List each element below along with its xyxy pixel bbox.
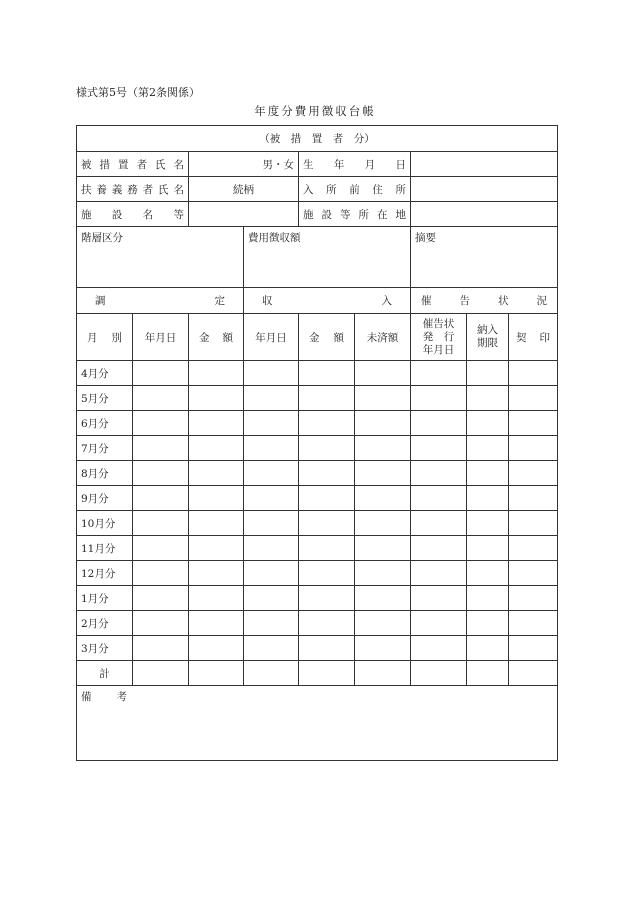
month-column-header bbox=[77, 314, 133, 361]
assessment-amount-header-char: 額 bbox=[222, 331, 233, 344]
facility-name-label-char: 名 bbox=[142, 208, 154, 221]
month-entry-cell[interactable] bbox=[355, 561, 411, 586]
month-entry-cell[interactable] bbox=[355, 611, 411, 636]
month-label: 8月分 bbox=[77, 461, 133, 486]
notice-group-char: 告 bbox=[459, 295, 471, 307]
facility-address-label-char: 在 bbox=[377, 208, 388, 221]
month-label: 12月分 bbox=[77, 561, 133, 586]
summary-cell[interactable]: 摘要 bbox=[411, 227, 558, 288]
remarks-cell[interactable] bbox=[77, 686, 558, 761]
month-entry-cell[interactable] bbox=[509, 636, 558, 661]
month-entry-cell[interactable] bbox=[299, 386, 355, 411]
total-cell[interactable] bbox=[467, 661, 509, 686]
guardian-name-label-char: 養 bbox=[96, 183, 107, 196]
insured-name-label-char: 者 bbox=[136, 158, 147, 171]
month-entry-cell[interactable] bbox=[133, 486, 189, 511]
month-entry-cell[interactable] bbox=[509, 386, 558, 411]
relation-field[interactable]: 続柄 bbox=[189, 177, 299, 202]
remarks-row bbox=[77, 686, 558, 761]
month-label: 9月分 bbox=[77, 486, 133, 511]
month-entry-cell[interactable] bbox=[299, 411, 355, 436]
month-entry-cell[interactable] bbox=[411, 586, 467, 611]
month-entry-cell[interactable] bbox=[299, 536, 355, 561]
month-entry-cell[interactable] bbox=[189, 561, 244, 586]
month-entry-cell[interactable] bbox=[355, 386, 411, 411]
notice-group-header bbox=[411, 288, 558, 314]
month-entry-cell[interactable] bbox=[244, 536, 299, 561]
notice-issue-header-line: 発 行 bbox=[422, 330, 455, 343]
total-cell[interactable] bbox=[244, 661, 299, 686]
month-entry-cell[interactable] bbox=[355, 361, 411, 386]
month-entry-cell[interactable] bbox=[133, 586, 189, 611]
birthdate-label-char: 月 bbox=[364, 158, 376, 171]
month-entry-cell[interactable] bbox=[509, 436, 558, 461]
seal-header bbox=[509, 314, 558, 361]
previous-address-label-char: 入 bbox=[303, 183, 314, 196]
month-row bbox=[77, 636, 558, 661]
notice-group-char: 況 bbox=[536, 295, 548, 307]
birthdate-label-char: 年 bbox=[333, 158, 345, 171]
month-entry-cell[interactable] bbox=[467, 536, 509, 561]
insured-name-label-char: 名 bbox=[173, 158, 184, 171]
form-number-label: 様式第5号（第2条関係） bbox=[76, 86, 200, 99]
month-entry-cell[interactable] bbox=[509, 461, 558, 486]
insured-name-label-char: 被 bbox=[81, 158, 92, 171]
month-entry-cell[interactable] bbox=[299, 361, 355, 386]
guardian-name-label bbox=[77, 177, 189, 202]
month-row bbox=[77, 586, 558, 611]
month-entry-cell[interactable] bbox=[411, 536, 467, 561]
section-header: （被 措 置 者 分） bbox=[77, 126, 558, 152]
month-entry-cell[interactable] bbox=[189, 586, 244, 611]
month-entry-cell[interactable] bbox=[355, 586, 411, 611]
month-entry-cell[interactable] bbox=[509, 361, 558, 386]
seal-header-char: 契 bbox=[516, 331, 527, 344]
notice-issue-header-line: 催告状 bbox=[422, 317, 455, 330]
assessment-date-header: 年月日 bbox=[133, 314, 189, 361]
month-entry-cell[interactable] bbox=[299, 436, 355, 461]
month-entry-cell[interactable] bbox=[244, 436, 299, 461]
month-entry-cell[interactable] bbox=[467, 636, 509, 661]
month-entry-cell[interactable] bbox=[411, 361, 467, 386]
facility-name-label-char: 設 bbox=[111, 208, 123, 221]
month-row bbox=[77, 486, 558, 511]
month-entry-cell[interactable] bbox=[189, 536, 244, 561]
notice-issue-header-line: 年月日 bbox=[422, 343, 455, 356]
month-row bbox=[77, 361, 558, 386]
month-entry-cell[interactable] bbox=[133, 611, 189, 636]
previous-address-field[interactable] bbox=[411, 177, 558, 202]
month-label: 10月分 bbox=[77, 511, 133, 536]
month-entry-cell[interactable] bbox=[299, 586, 355, 611]
fee-amount-cell[interactable]: 費用徴収額 bbox=[244, 227, 411, 288]
month-entry-cell[interactable] bbox=[411, 436, 467, 461]
month-entry-cell[interactable] bbox=[244, 461, 299, 486]
facility-name-label-char: 施 bbox=[81, 208, 92, 221]
previous-address-label-char: 所 bbox=[326, 183, 337, 196]
deadline-header-line: 納入 bbox=[477, 324, 498, 336]
month-entry-cell[interactable] bbox=[411, 561, 467, 586]
month-entry-cell[interactable] bbox=[133, 536, 189, 561]
month-entry-cell[interactable] bbox=[244, 511, 299, 536]
month-entry-cell[interactable] bbox=[509, 611, 558, 636]
month-entry-cell[interactable] bbox=[299, 461, 355, 486]
insured-name-label-char: 措 bbox=[99, 158, 110, 171]
month-row bbox=[77, 561, 558, 586]
month-label: 5月分 bbox=[77, 386, 133, 411]
section-header-row bbox=[77, 126, 558, 152]
remarks-label-char: 考 bbox=[116, 691, 127, 703]
month-entry-cell[interactable] bbox=[244, 561, 299, 586]
month-entry-cell[interactable] bbox=[411, 611, 467, 636]
month-row bbox=[77, 611, 558, 636]
assessment-amount-header-char: 金 bbox=[199, 331, 210, 344]
income-tier-cell[interactable]: 階層区分 bbox=[77, 227, 244, 288]
month-entry-cell[interactable] bbox=[133, 386, 189, 411]
month-entry-cell[interactable] bbox=[467, 411, 509, 436]
month-entry-cell[interactable] bbox=[133, 561, 189, 586]
notice-group-char: 状 bbox=[498, 295, 509, 307]
month-entry-cell[interactable] bbox=[189, 636, 244, 661]
month-entry-cell[interactable] bbox=[467, 386, 509, 411]
month-label: 4月分 bbox=[77, 361, 133, 386]
month-entry-cell[interactable] bbox=[467, 586, 509, 611]
month-entry-cell[interactable] bbox=[355, 636, 411, 661]
month-entry-cell[interactable] bbox=[244, 486, 299, 511]
birthdate-label-char: 日 bbox=[395, 158, 406, 171]
facility-address-label-char: 設 bbox=[321, 208, 332, 221]
month-entry-cell[interactable] bbox=[355, 511, 411, 536]
facility-address-label-char: 等 bbox=[340, 208, 351, 221]
seal-header-char: 印 bbox=[539, 331, 551, 344]
month-entry-cell[interactable] bbox=[467, 461, 509, 486]
month-entry-cell[interactable] bbox=[244, 636, 299, 661]
receipt-amount-header-char: 額 bbox=[333, 331, 344, 344]
month-entry-cell[interactable] bbox=[133, 636, 189, 661]
facility-name-field[interactable] bbox=[189, 202, 299, 227]
group-header-row bbox=[77, 288, 558, 314]
receipt-group-char: 入 bbox=[381, 295, 392, 307]
month-entry-cell[interactable] bbox=[133, 436, 189, 461]
gender-field[interactable]: 男・女 bbox=[189, 152, 299, 177]
guardian-name-label-char: 者 bbox=[142, 183, 154, 196]
month-row bbox=[77, 536, 558, 561]
month-entry-cell[interactable] bbox=[299, 561, 355, 586]
payment-deadline-header bbox=[467, 314, 509, 361]
month-entry-cell[interactable] bbox=[509, 511, 558, 536]
total-cell[interactable] bbox=[411, 661, 467, 686]
month-label: 11月分 bbox=[77, 536, 133, 561]
month-header-char: 月 bbox=[87, 331, 98, 344]
month-entry-cell[interactable] bbox=[411, 411, 467, 436]
month-entry-cell[interactable] bbox=[467, 511, 509, 536]
month-entry-cell[interactable] bbox=[411, 511, 467, 536]
month-label: 2月分 bbox=[77, 611, 133, 636]
month-entry-cell[interactable] bbox=[411, 386, 467, 411]
month-entry-cell[interactable] bbox=[299, 611, 355, 636]
month-entry-cell[interactable] bbox=[189, 386, 244, 411]
info-row-facility bbox=[77, 202, 558, 227]
guardian-name-label-char: 義 bbox=[111, 183, 123, 196]
fee-ledger-table bbox=[76, 125, 558, 761]
facility-address-label bbox=[299, 202, 411, 227]
insured-name-label-char: 置 bbox=[118, 158, 129, 171]
birthdate-field[interactable] bbox=[411, 152, 558, 177]
month-entry-cell[interactable] bbox=[411, 486, 467, 511]
month-entry-cell[interactable] bbox=[509, 486, 558, 511]
tier-row bbox=[77, 227, 558, 288]
total-cell[interactable] bbox=[189, 661, 244, 686]
month-entry-cell[interactable] bbox=[133, 511, 189, 536]
birthdate-label bbox=[299, 152, 411, 177]
info-row-guardian bbox=[77, 177, 558, 202]
birthdate-label-char: 生 bbox=[303, 158, 314, 171]
month-entry-cell[interactable] bbox=[509, 586, 558, 611]
month-entry-cell[interactable] bbox=[189, 411, 244, 436]
month-entry-cell[interactable] bbox=[189, 361, 244, 386]
month-entry-cell[interactable] bbox=[411, 461, 467, 486]
month-entry-cell[interactable] bbox=[355, 461, 411, 486]
month-entry-cell[interactable] bbox=[355, 411, 411, 436]
month-entry-cell[interactable] bbox=[355, 436, 411, 461]
total-cell[interactable] bbox=[133, 661, 189, 686]
month-row bbox=[77, 436, 558, 461]
month-label: 1月分 bbox=[77, 586, 133, 611]
month-entry-cell[interactable] bbox=[467, 361, 509, 386]
month-entry-cell[interactable] bbox=[509, 561, 558, 586]
month-entry-cell[interactable] bbox=[299, 636, 355, 661]
assessment-group-char: 定 bbox=[214, 295, 225, 307]
deadline-header-line: 期限 bbox=[477, 337, 498, 349]
month-entry-cell[interactable] bbox=[244, 386, 299, 411]
guardian-name-label-char: 扶 bbox=[81, 183, 92, 196]
month-row bbox=[77, 386, 558, 411]
notice-issue-date-header bbox=[411, 314, 467, 361]
month-entry-cell[interactable] bbox=[467, 486, 509, 511]
facility-name-label-char: 等 bbox=[173, 208, 184, 221]
month-entry-cell[interactable] bbox=[244, 361, 299, 386]
month-entry-cell[interactable] bbox=[299, 486, 355, 511]
month-entry-cell[interactable] bbox=[244, 611, 299, 636]
insured-name-label bbox=[77, 152, 189, 177]
receipt-amount-header-char: 金 bbox=[309, 331, 320, 344]
month-label: 3月分 bbox=[77, 636, 133, 661]
month-label: 6月分 bbox=[77, 411, 133, 436]
month-entry-cell[interactable] bbox=[189, 511, 244, 536]
month-entry-cell[interactable] bbox=[189, 436, 244, 461]
receipt-group-header bbox=[244, 288, 411, 314]
month-row bbox=[77, 461, 558, 486]
assessment-amount-header bbox=[189, 314, 244, 361]
guardian-name-label-char: 氏 bbox=[158, 183, 169, 196]
month-entry-cell[interactable] bbox=[133, 461, 189, 486]
month-entry-cell[interactable] bbox=[189, 461, 244, 486]
notice-group-char: 催 bbox=[421, 295, 432, 307]
remarks-label-char: 備 bbox=[81, 691, 92, 703]
month-entry-cell[interactable] bbox=[467, 561, 509, 586]
column-header-row bbox=[77, 314, 558, 361]
facility-address-field[interactable] bbox=[411, 202, 558, 227]
month-row bbox=[77, 511, 558, 536]
total-cell[interactable] bbox=[355, 661, 411, 686]
month-row bbox=[77, 411, 558, 436]
total-cell[interactable] bbox=[299, 661, 355, 686]
receipt-amount-header bbox=[299, 314, 355, 361]
receipt-date-header: 年月日 bbox=[244, 314, 299, 361]
guardian-name-label-char: 務 bbox=[127, 183, 138, 196]
month-entry-cell[interactable] bbox=[509, 411, 558, 436]
total-row bbox=[77, 661, 558, 686]
facility-address-label-char: 所 bbox=[358, 208, 369, 221]
assessment-group-header bbox=[77, 288, 244, 314]
receipt-group-char: 収 bbox=[262, 295, 273, 307]
month-entry-cell[interactable] bbox=[509, 536, 558, 561]
month-header-char: 別 bbox=[111, 331, 122, 344]
month-entry-cell[interactable] bbox=[133, 411, 189, 436]
month-entry-cell[interactable] bbox=[133, 361, 189, 386]
facility-address-label-char: 施 bbox=[303, 208, 314, 221]
total-cell[interactable] bbox=[509, 661, 558, 686]
month-entry-cell[interactable] bbox=[244, 586, 299, 611]
total-label: 計 bbox=[77, 661, 133, 686]
previous-address-label-char: 住 bbox=[372, 183, 383, 196]
month-entry-cell[interactable] bbox=[467, 611, 509, 636]
month-entry-cell[interactable] bbox=[467, 436, 509, 461]
month-entry-cell[interactable] bbox=[189, 486, 244, 511]
month-entry-cell[interactable] bbox=[299, 511, 355, 536]
facility-address-label-char: 地 bbox=[395, 208, 406, 221]
month-entry-cell[interactable] bbox=[244, 411, 299, 436]
assessment-group-char: 調 bbox=[95, 295, 106, 307]
month-label: 7月分 bbox=[77, 436, 133, 461]
info-row-insured bbox=[77, 152, 558, 177]
month-entry-cell[interactable] bbox=[189, 611, 244, 636]
facility-name-label bbox=[77, 202, 189, 227]
unpaid-header: 未済額 bbox=[355, 314, 411, 361]
month-entry-cell[interactable] bbox=[355, 486, 411, 511]
month-entry-cell[interactable] bbox=[411, 636, 467, 661]
guardian-name-label-char: 名 bbox=[173, 183, 184, 196]
insured-name-label-char: 氏 bbox=[155, 158, 166, 171]
previous-address-label-char: 前 bbox=[349, 183, 360, 196]
previous-address-label-char: 所 bbox=[395, 183, 406, 196]
month-entry-cell[interactable] bbox=[355, 536, 411, 561]
previous-address-label bbox=[299, 177, 411, 202]
page-title: 年度分費用徴収台帳 bbox=[254, 104, 376, 118]
